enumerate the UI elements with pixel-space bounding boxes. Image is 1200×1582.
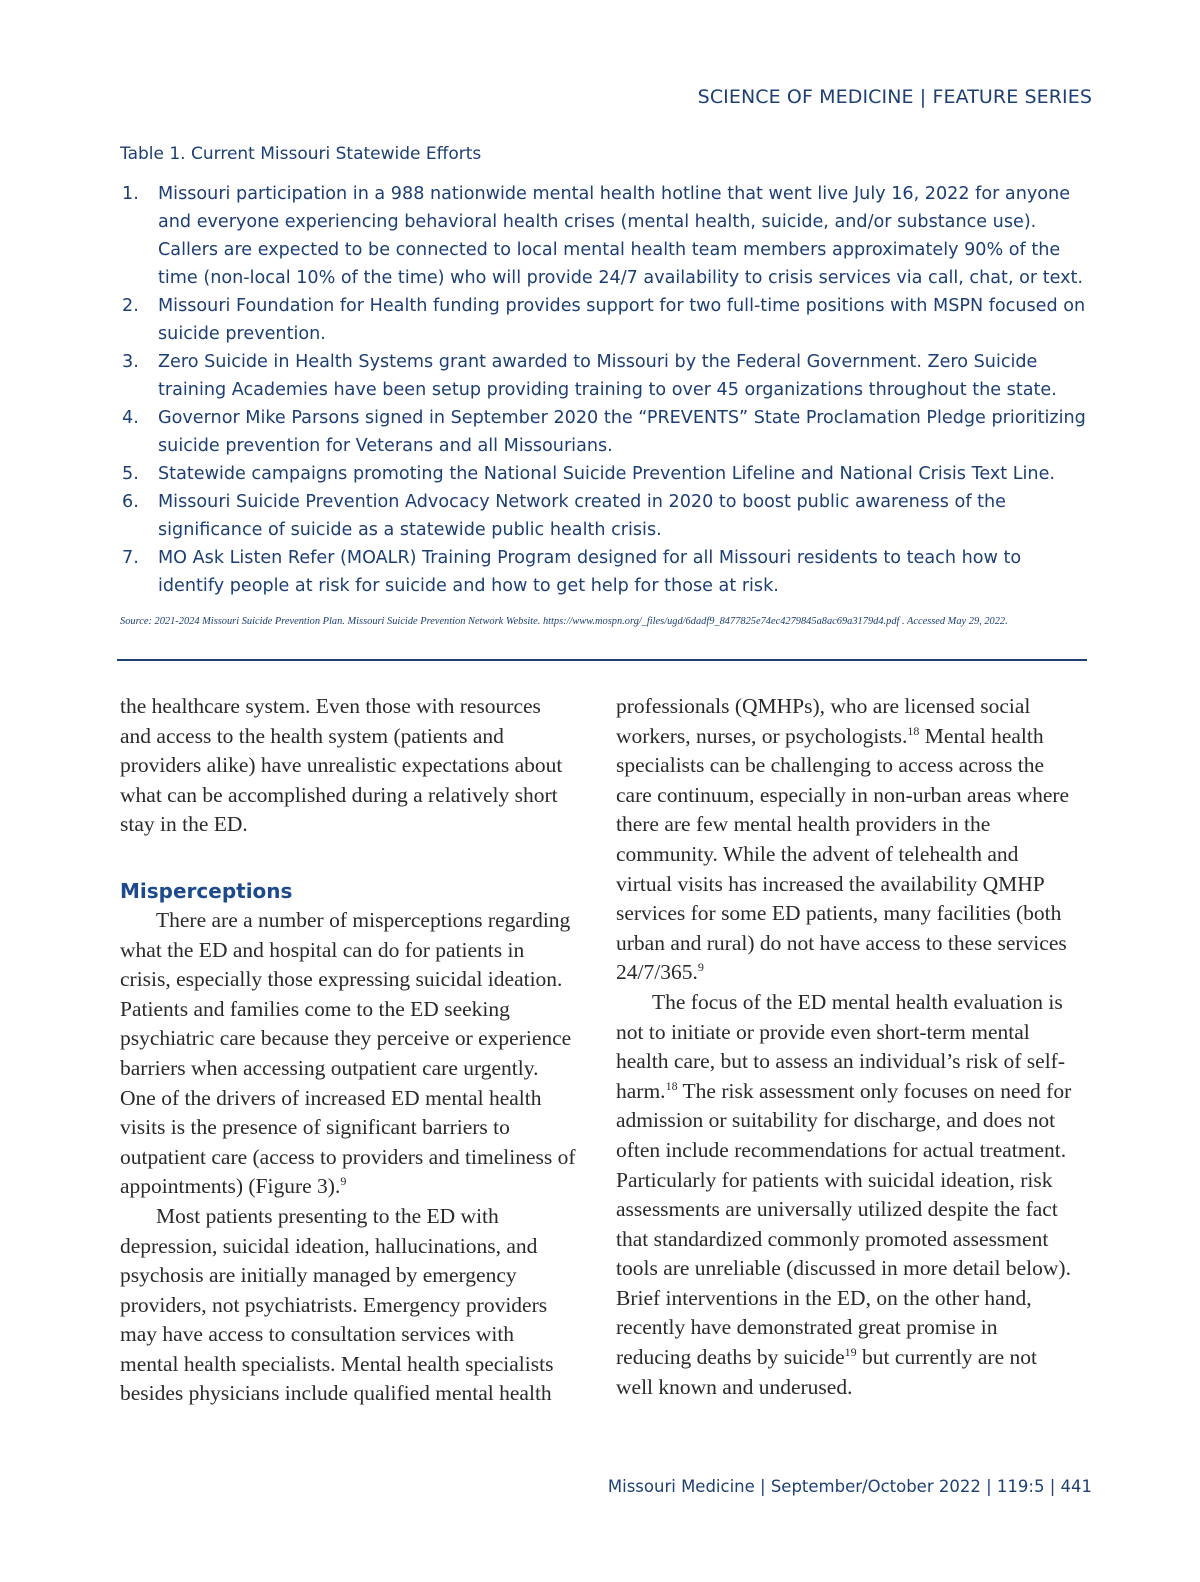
- list-item-text: Missouri Suicide Prevention Advocacy Network created in 2020 to boost public awareness of the significance of suicide as a statewide public health crisis.: [158, 492, 1006, 540]
- paragraph: [616, 988, 1072, 1402]
- list-item-number: 4.: [122, 408, 139, 428]
- table-source-note: Source: 2021-2024 Missouri Suicide Prevention Plan. Missouri Suicide Prevention Network Website. https://www.mospn.org/_files/ugd/6dadf9_8477825e74ec4279845a8ac69a3179d4.pdf . Accessed May 29, 2022.: [120, 616, 1008, 627]
- table-title: Table 1. Current Missouri Statewide Efforts: [120, 144, 482, 164]
- list-item-number: 6.: [122, 492, 139, 512]
- paragraph-text: but currently are not well known and underused.: [616, 1345, 1037, 1399]
- statewide-efforts-list: [118, 180, 1090, 600]
- reference-marker: 19: [844, 1345, 857, 1360]
- list-item-number: 7.: [122, 548, 139, 568]
- list-item-number: 2.: [122, 296, 139, 316]
- list-item-text: Missouri participation in a 988 nationwide mental health hotline that went live July 16, 2022 for anyone and everyone experiencing behavioral health crises (mental health, suicide, and/or substance use). Callers are expected to be connected to local mental health team members approximately 90% of the time (non-local 10% of the time) who will provide 24/7 availability to crisis services via call, chat, or text.: [158, 184, 1084, 288]
- list-item-text: Missouri Foundation for Health funding provides support for two full-time positions with MSPN focused on suicide prevention.: [158, 296, 1086, 344]
- paragraph-text: The focus of the ED mental health evaluation is not to initiate or provide even short-term mental health care, but to assess an individual’s risk of self-harm.: [616, 989, 1066, 1103]
- running-head: SCIENCE OF MEDICINE | FEATURE SERIES: [697, 86, 1092, 108]
- list-item: [118, 348, 1090, 404]
- list-item: [118, 460, 1090, 488]
- list-item: [118, 488, 1090, 544]
- list-item-text: MO Ask Listen Refer (MOALR) Training Program designed for all Missouri residents to teach how to identify people at risk for suicide and how to get help for those at risk.: [158, 548, 1022, 596]
- list-item-text: Zero Suicide in Health Systems grant awarded to Missouri by the Federal Government. Zero Suicide training Academies have been setup providing training to over 45 organizations throughout the state.: [158, 352, 1057, 400]
- list-item-text: Governor Mike Parsons signed in September 2020 the “PREVENTS” State Proclamation Pledge prioritizing suicide prevention for Veterans and all Missourians.: [158, 408, 1086, 456]
- paragraph-text: There are a number of misperceptions regarding what the ED and hospital can do for patients in crisis, especially those expressing suicidal ideation. Patients and families come to the ED seeking psychiatric care because they perceive or experience barriers when accessing outpatient care urgently. One of the drivers of increased ED mental health visits is the presence of significant barriers to outpatient care (access to providers and timeliness of appointments) (Figure 3).: [120, 907, 576, 1199]
- left-column: [120, 692, 576, 1409]
- paragraph: [616, 692, 1072, 988]
- reference-marker: 18: [907, 723, 920, 738]
- list-item: [118, 404, 1090, 460]
- paragraph-text: Mental health specialists can be challenging to access across the care continuum, especially in non-urban areas where there are few mental health providers in the community. While the advent of telehealth and virtual visits has increased the availability QMHP services for some ED patients, many facilities (both urban and rural) do not have access to these services 24/7/365.: [616, 723, 1070, 985]
- reference-marker: 18: [665, 1078, 678, 1093]
- right-column: [616, 692, 1072, 1402]
- list-item-number: 3.: [122, 352, 139, 372]
- paragraph-text: professionals (QMHPs), who are licensed social workers, nurses, or psychologists.: [616, 694, 1031, 748]
- list-item-text: Statewide campaigns promoting the National Suicide Prevention Lifeline and National Crisis Text Line.: [158, 464, 1055, 484]
- paragraph-text: The risk assessment only focuses on need for admission or suitability for discharge, and does not often include recommendations for actual treatment. Particularly for patients with suicidal ideation, risk assessments are universally utilized despite the fact that standardized commonly promoted assessment tools are unreliable (discussed in more detail below). Brief interventions in the ED, on the other hand, recently have demonstrated great promise in reducing deaths by suicide: [616, 1078, 1072, 1370]
- paragraph: Most patients presenting to the ED with depression, suicidal ideation, hallucinations, and psychosis are initially managed by emergency providers, not psychiatrists. Emergency providers may have access to consultation services with mental health specialists. Mental health specialists besides physicians include qualified mental health: [120, 1203, 554, 1406]
- list-item-number: 1.: [122, 184, 139, 204]
- page-footer: Missouri Medicine | September/October 2022 | 119:5 | 441: [607, 1477, 1092, 1496]
- paragraph: the healthcare system. Even those with resources and access to the health system (patients and providers alike) have unrealistic expectations about what can be accomplished during a relatively short stay in the ED.: [120, 694, 563, 837]
- reference-marker: 9: [340, 1174, 347, 1189]
- section-heading: Misperceptions: [120, 878, 293, 903]
- reference-marker: 9: [697, 960, 704, 975]
- list-item: [118, 544, 1090, 600]
- section-divider: [117, 659, 1087, 661]
- list-item-number: 5.: [122, 464, 139, 484]
- paragraph: [120, 906, 576, 1202]
- list-item: [118, 292, 1090, 348]
- list-item: [118, 180, 1090, 292]
